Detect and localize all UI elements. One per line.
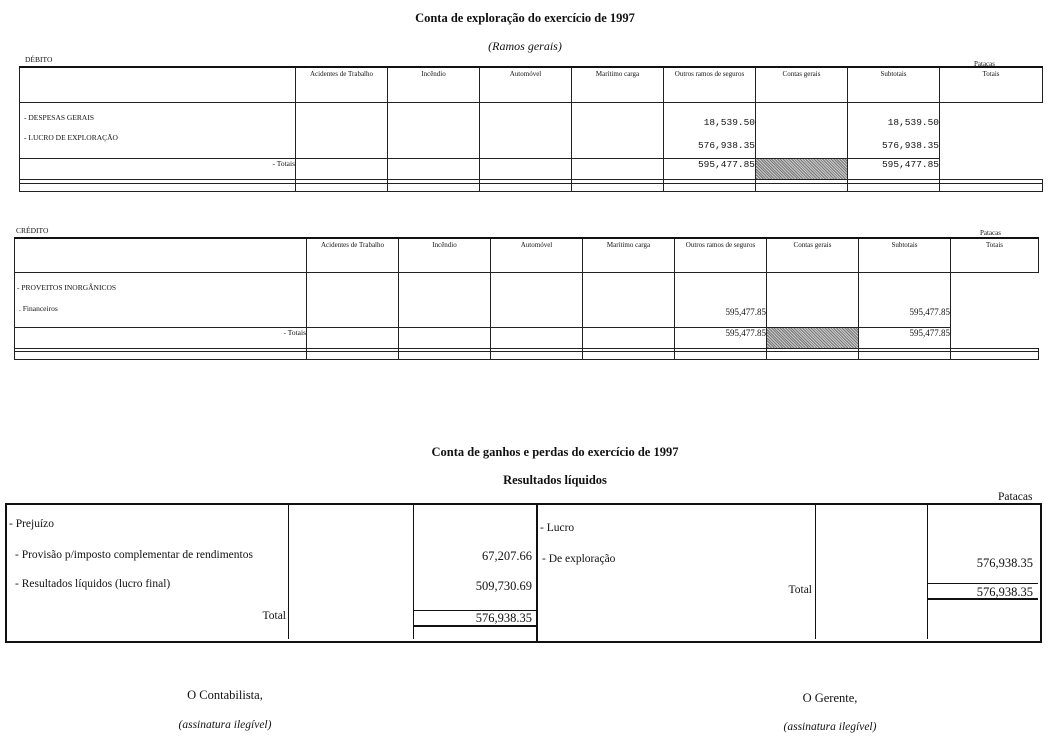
col-automovel: Automóvel [480,67,572,102]
left-total-value: 576,938.35 [475,611,532,625]
debito-row-despesas: - DESPESAS GERAIS [24,112,95,122]
exploracao-desc: - De exploração [542,553,616,565]
debito-total-totais: 595,477.85 [848,158,940,179]
credito-desc-cell [15,272,307,327]
gerente-signature-note: (assinatura ilegível) [783,721,877,733]
debito-contas-lucro: 576,938.35 [697,139,755,151]
debito-total-contas: 595,477.85 [664,158,756,179]
credito-totais-financeiros: 595,477.85 [909,306,950,317]
debito-currency-label: Patacas [974,60,995,68]
credito-col-maritimo: Marítimo carga [583,238,675,272]
credito-col-subtotais: Subtotais [859,238,951,272]
credito-total-totais: 595,477.85 [859,327,951,348]
debito-table [19,66,1043,192]
credito-contas-financeiros: 595,477.85 [725,306,766,317]
credito-row-financeiros: . Financeiros [19,303,58,313]
debito-contas-cell [664,102,756,158]
lucro-heading: - Lucro [540,522,575,534]
col-acidentes: Acidentes de Trabalho [296,67,388,102]
col-contas: Contas gerais [756,67,848,102]
credito-contas-cell [675,272,767,327]
credito-currency: Patacas [980,229,1001,237]
debito-header-blank [20,67,296,102]
credito-table [14,237,1039,360]
exploracao-title: Conta de exploração do exercício de 1997 [415,11,635,25]
contabilista-signature-note: (assinatura ilegível) [178,719,272,731]
credito-col-contas: Contas gerais [767,238,859,272]
credito-col-incendio: Incêndio [399,238,491,272]
debito-contas-despesas: 18,539.50 [703,116,755,128]
ganhos-subtitle: Resultados líquidos [503,473,607,487]
ganhos-title: Conta de ganhos e perdas do exercício de 1997 [431,445,679,459]
exploracao-subtitle: (Ramos gerais) [488,39,562,53]
exploracao-value: 576,938.35 [976,556,1033,570]
col-maritimo: Marítimo carga [572,67,664,102]
ganhos-divider [536,505,538,641]
resultados-value: 509,730.69 [475,579,532,593]
provisao-value: 67,207.66 [482,549,532,563]
debito-desc-cell [20,102,296,158]
right-total-value: 576,938.35 [976,585,1033,599]
left-total-label: Total [262,610,286,622]
col-subtotais: Subtotais [848,67,940,102]
col-incendio: Incêndio [388,67,480,102]
col-outros: Outros ramos de seguros [664,67,756,102]
credito-label: CRÉDITO [16,226,49,235]
debito-label: DÉBITO [25,55,53,64]
debito-totais-despesas: 18,539.50 [887,116,939,128]
debito-row-lucro: - LUCRO DE EXPLORAÇÃO [24,132,118,142]
credito-col-automovel: Automóvel [491,238,583,272]
debito-totais-lucro: 576,938.35 [881,139,939,151]
right-total-label: Total [788,584,812,596]
credito-col-outros: Outros ramos de seguros [675,238,767,272]
credito-totais-cell [859,272,951,327]
prejuizo-heading: - Prejuízo [9,518,55,530]
credito-col-acidentes: Acidentes de Trabalho [307,238,399,272]
debito-subtotal-shade [756,158,848,179]
col-totais: Totais [940,67,1043,102]
credito-col-totais: Totais [951,238,1039,272]
debito-totais-label: - Totais [20,158,296,179]
credito-row-proveitos: - PROVEITOS INORGÂNICOS [17,282,117,292]
credito-totais-label: - Totais [15,327,307,348]
contabilista-title: O Contabilista, [187,688,263,702]
credito-total-contas: 595,477.85 [675,327,767,348]
gerente-title: O Gerente, [802,691,858,705]
credito-header-blank [15,238,307,272]
debito-totais-cell [848,102,940,158]
provisao-desc: - Provisão p/imposto complementar de rendimentos [15,549,253,561]
credito-subtotal-shade [767,327,859,348]
resultados-desc: - Resultados líquidos (lucro final) [15,578,171,590]
ganhos-currency: Patacas [998,491,1033,503]
